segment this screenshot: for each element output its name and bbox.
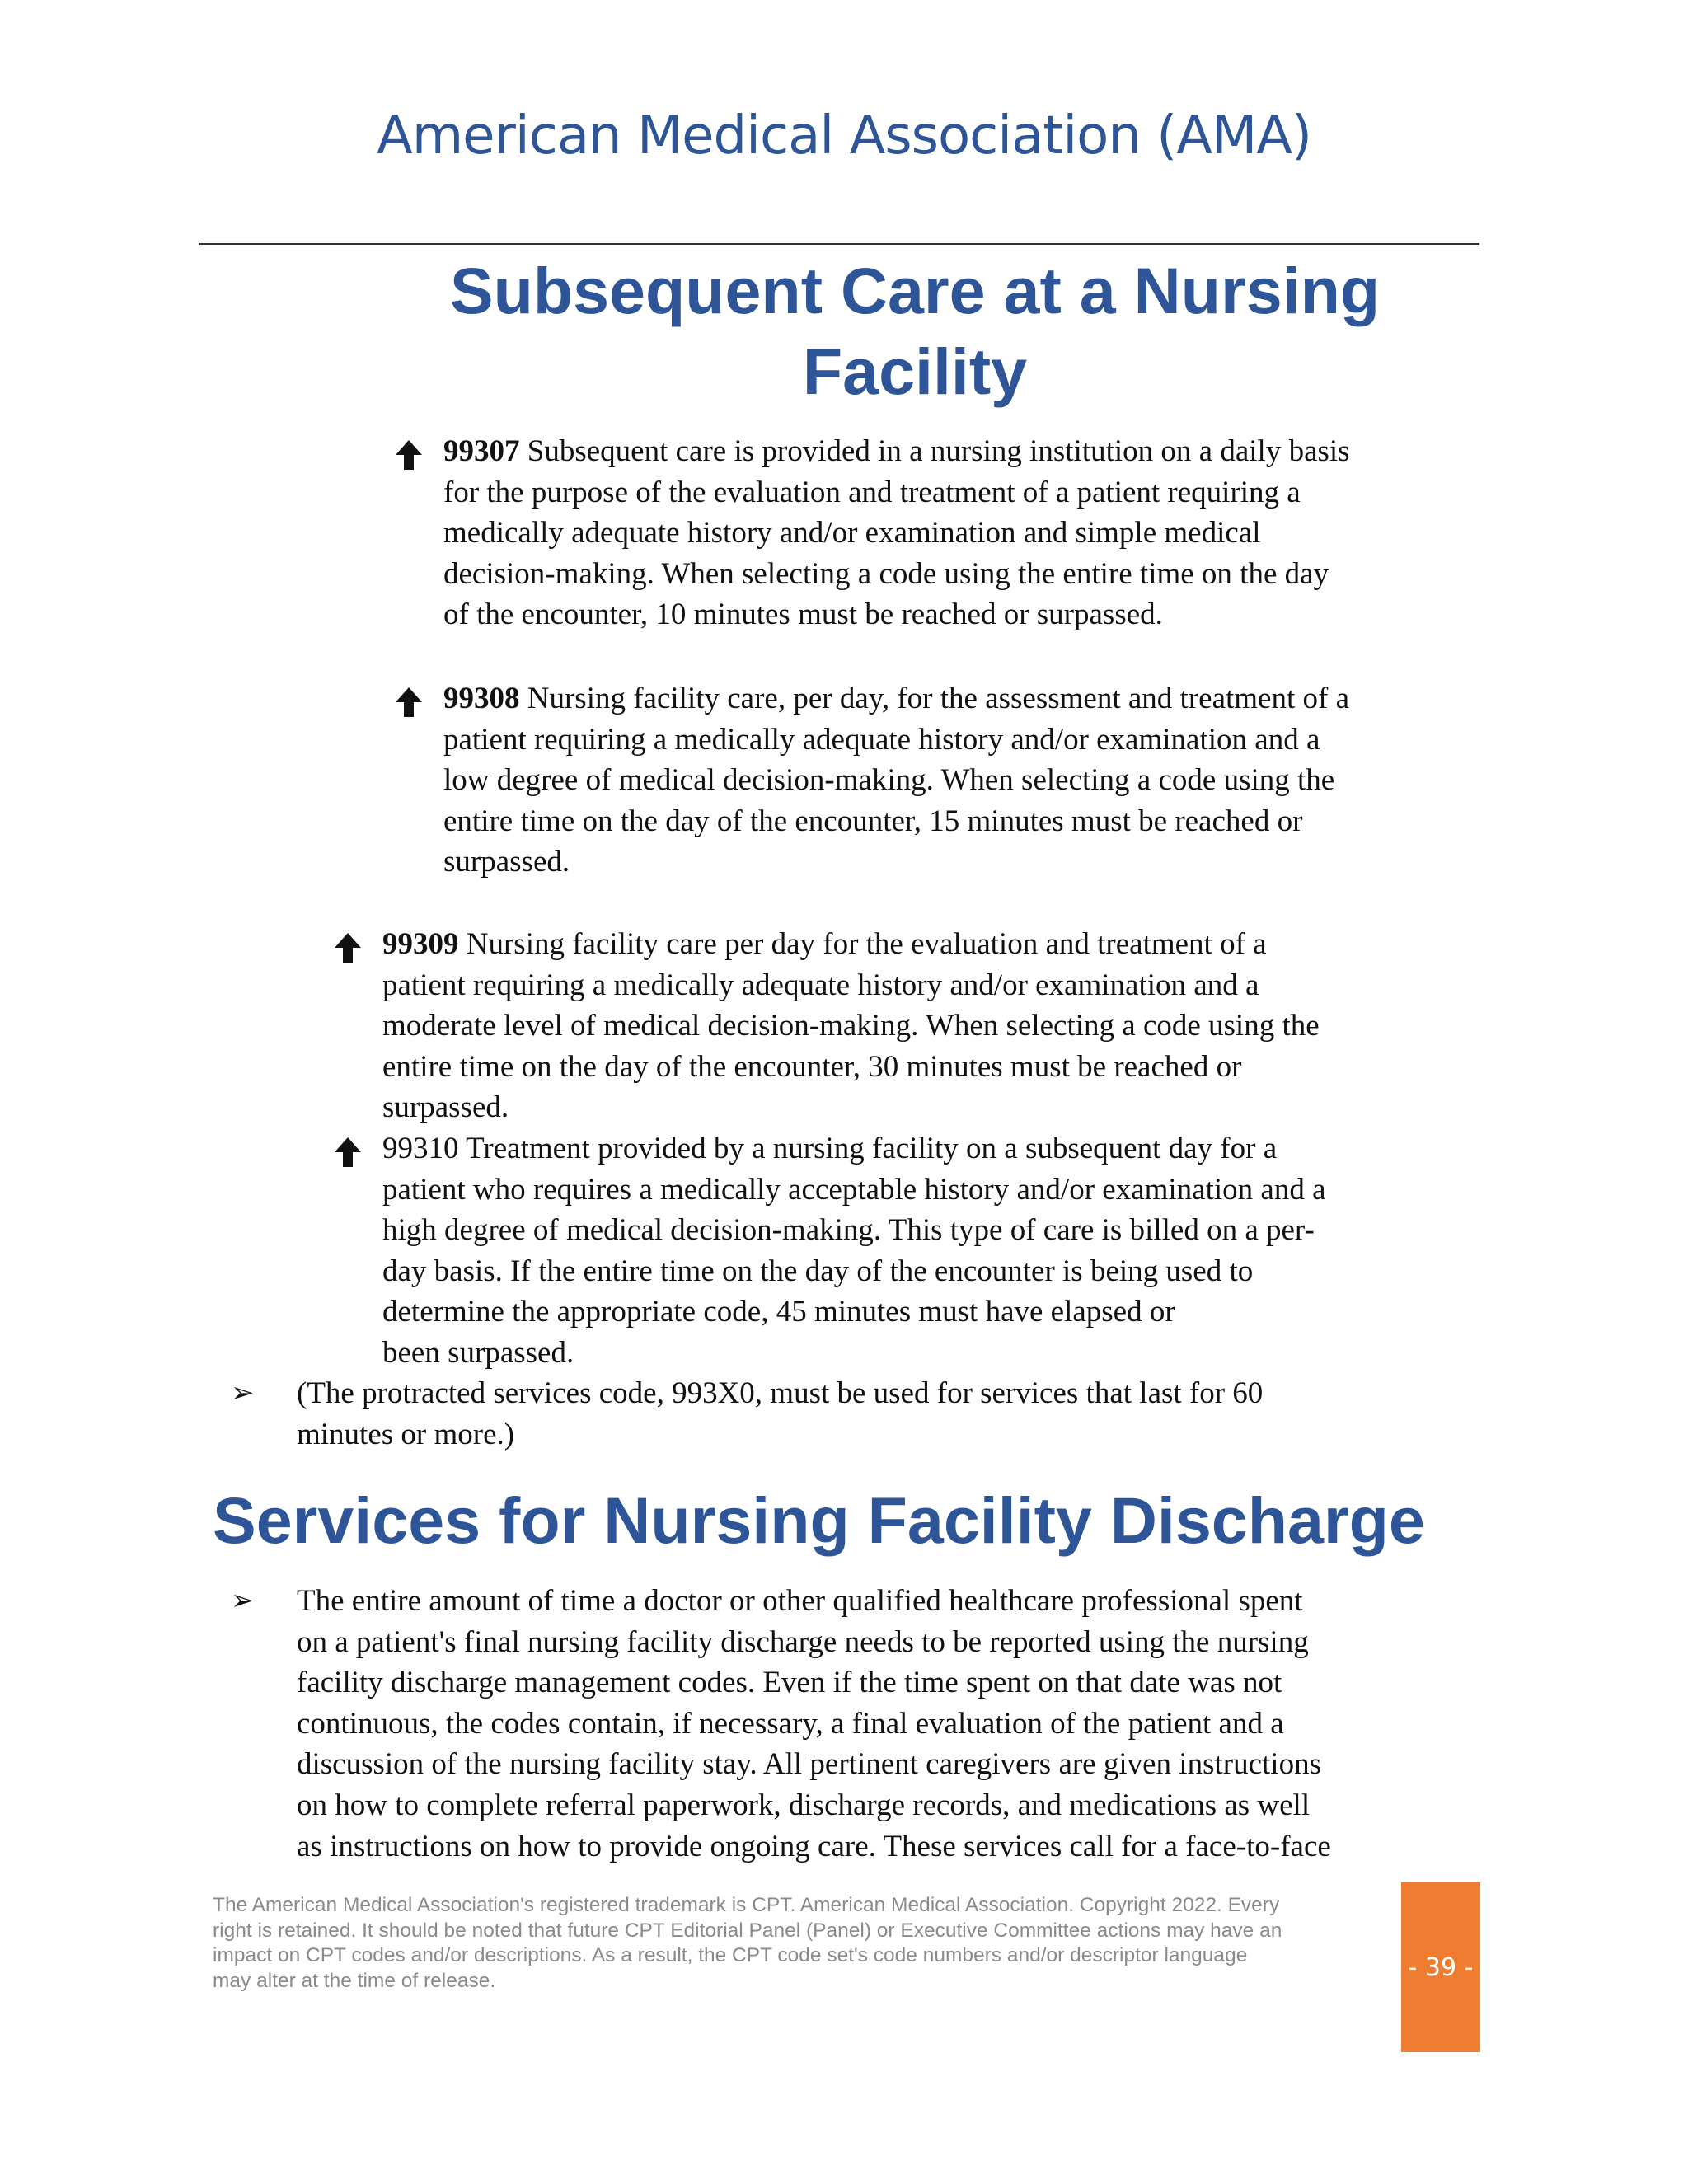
- item-line: determine the appropriate code, 45 minutes must have elapsed or: [382, 1295, 1175, 1329]
- item-line: moderate level of medical decision-making. When selecting a code using the: [382, 1009, 1320, 1043]
- item-line: low degree of medical decision-making. When selecting a code using the: [443, 763, 1335, 798]
- chevron-right-bullet-icon: ➢: [231, 1376, 255, 1409]
- footer-copyright: [213, 1893, 1391, 1994]
- list-item-99308: [443, 678, 1515, 883]
- list-item-99310: [382, 1128, 1487, 1374]
- paragraph-line: discussion of the nursing facility stay. All pertinent caregivers are given instructions: [297, 1747, 1321, 1782]
- item-line: medically adequate history and/or examination and simple medical: [443, 516, 1261, 551]
- up-arrow-icon: [394, 686, 424, 719]
- section-title-line-1: Subsequent Care at a Nursing: [449, 254, 1381, 327]
- footer-line: right is retained. It should be noted that future CPT Editorial Panel (Panel) or Executive Committee actions may have an: [213, 1919, 1282, 1942]
- item-line: surpassed.: [443, 845, 570, 879]
- paragraph-line: facility discharge management codes. Even if the time spent on that date was not: [297, 1666, 1282, 1700]
- page-number: - 39 -: [1408, 1952, 1474, 1982]
- item-line: patient requiring a medically adequate history and/or examination and a: [443, 722, 1320, 757]
- item-line: Nursing facility care, per day, for the assessment and treatment of a: [519, 682, 1349, 715]
- item-line: Nursing facility care per day for the evaluation and treatment of a: [458, 927, 1267, 961]
- item-line: of the encounter, 10 minutes must be reached or surpassed.: [443, 598, 1163, 632]
- header-divider: [199, 243, 1479, 245]
- item-line: entire time on the day of the encounter, 30 minutes must be reached or: [382, 1049, 1242, 1084]
- paragraph-line: continuous, the codes contain, if necessary, a final evaluation of the patient and a: [297, 1706, 1284, 1741]
- code-label: 99308: [443, 682, 520, 715]
- chevron-right-bullet-icon: ➢: [231, 1584, 255, 1617]
- up-arrow-icon: [333, 931, 363, 964]
- item-line: been surpassed.: [382, 1335, 574, 1370]
- section-title-subsequent-care: [387, 251, 1442, 412]
- paragraph-line: on a patient's final nursing facility discharge needs to be reported using the nursing: [297, 1624, 1309, 1659]
- document-header-title: American Medical Association (AMA): [377, 105, 1311, 166]
- code-label: 99309: [382, 927, 459, 961]
- footer-line: may alter at the time of release.: [213, 1969, 496, 1992]
- item-line: surpassed.: [382, 1090, 509, 1125]
- item-line: Subsequent care is provided in a nursing institution on a daily basis: [519, 434, 1350, 468]
- paragraph-line: The entire amount of time a doctor or other qualified healthcare professional spent: [297, 1584, 1303, 1618]
- item-line: patient who requires a medically acceptable history and/or examination and a: [382, 1172, 1326, 1207]
- paragraph-line: on how to complete referral paperwork, discharge records, and medications as well: [297, 1788, 1311, 1822]
- code-label: 99307: [443, 434, 520, 468]
- up-arrow-icon: [394, 438, 424, 471]
- item-line: decision-making. When selecting a code using the entire time on the day: [443, 556, 1329, 591]
- item-line: patient requiring a medically adequate history and/or examination and a: [382, 968, 1259, 1002]
- up-arrow-icon: [333, 1136, 363, 1169]
- item-line: entire time on the day of the encounter, 15 minutes must be reached or: [443, 804, 1303, 838]
- list-item-99307: [443, 431, 1515, 635]
- note-line: (The protracted services code, 993X0, must be used for services that last for 60: [297, 1376, 1264, 1410]
- section-title-line-2: Facility: [802, 335, 1028, 408]
- page-number-badge: [1401, 1882, 1480, 2052]
- footer-line: The American Medical Association's registered trademark is CPT. American Medical Association. Copyright 2022. Every: [213, 1894, 1280, 1916]
- item-line: day basis. If the entire time on the day of the encounter is being used to: [382, 1254, 1254, 1288]
- protracted-services-note: [297, 1373, 1451, 1455]
- note-line: minutes or more.): [297, 1417, 515, 1451]
- footer-line: impact on CPT codes and/or descriptions. As a result, the CPT code set's code numbers and/or descriptor language: [213, 1944, 1248, 1966]
- item-line: for the purpose of the evaluation and treatment of a patient requiring a: [443, 475, 1301, 509]
- discharge-paragraph: [297, 1581, 1467, 1867]
- item-line: high degree of medical decision-making. This type of care is billed on a per-: [382, 1213, 1315, 1248]
- list-item-99309: [382, 924, 1487, 1128]
- section-title-discharge: Services for Nursing Facility Discharge: [213, 1483, 1425, 1557]
- paragraph-line: as instructions on how to provide ongoing care. These services call for a face-to-face: [297, 1829, 1331, 1863]
- item-line: 99310 Treatment provided by a nursing facility on a subsequent day for a: [382, 1132, 1278, 1165]
